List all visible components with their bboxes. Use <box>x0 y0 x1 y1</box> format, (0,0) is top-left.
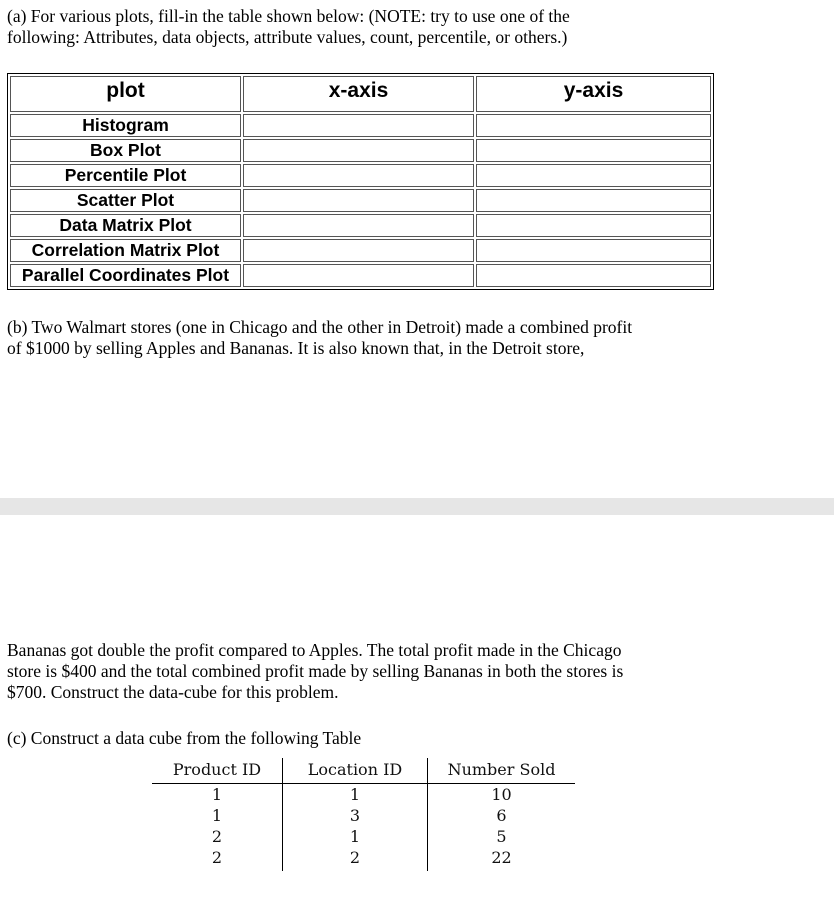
plot-name-cell: Scatter Plot <box>10 189 241 212</box>
table-row <box>152 805 575 826</box>
y-axis-cell[interactable] <box>476 189 711 212</box>
y-axis-cell[interactable] <box>476 264 711 287</box>
table-row <box>10 114 711 137</box>
table-row <box>10 189 711 212</box>
x-axis-cell[interactable] <box>243 264 474 287</box>
part-a-question: (a) For various plots, fill-in the table shown below: (NOTE: try to use one of the following: Attributes, data objects, attribute values, count, percentile, or others.) <box>7 6 570 47</box>
header-x-axis: x-axis <box>243 76 474 112</box>
x-axis-cell[interactable] <box>243 189 474 212</box>
sales-data-table <box>152 758 575 871</box>
header-number-sold: Number Sold <box>428 758 576 784</box>
x-axis-cell[interactable] <box>243 164 474 187</box>
header-plot: plot <box>10 76 241 112</box>
number-sold-cell: 5 <box>428 826 576 847</box>
y-axis-cell[interactable] <box>476 214 711 237</box>
product-id-cell: 1 <box>211 785 223 804</box>
product-id-cell: 1 <box>211 806 223 825</box>
location-id-cell: 1 <box>283 784 428 806</box>
x-axis-cell[interactable] <box>243 214 474 237</box>
y-axis-cell[interactable] <box>476 139 711 162</box>
table-row <box>152 847 575 871</box>
part-c-question: (c) Construct a data cube from the following Table <box>7 728 362 748</box>
table-row <box>10 164 711 187</box>
plot-name-cell: Parallel Coordinates Plot <box>10 264 241 287</box>
plot-name-cell: Histogram <box>10 114 241 137</box>
y-axis-cell[interactable] <box>476 114 711 137</box>
plot-name-cell: Data Matrix Plot <box>10 214 241 237</box>
x-axis-cell[interactable] <box>243 239 474 262</box>
product-id-cell: 2 <box>211 827 223 846</box>
part-b-question-intro: (b) Two Walmart stores (one in Chicago and the other in Detroit) made a combined profit of $1000 by selling Apples and Bananas. It is also known that, in the Detroit store, <box>7 317 633 358</box>
x-axis-cell[interactable] <box>243 114 474 137</box>
plot-name-cell: Correlation Matrix Plot <box>10 239 241 262</box>
number-sold-cell: 10 <box>428 784 576 806</box>
location-id-cell: 1 <box>283 826 428 847</box>
number-sold-cell: 6 <box>428 805 576 826</box>
y-axis-cell[interactable] <box>476 239 711 262</box>
plot-name-cell: Percentile Plot <box>10 164 241 187</box>
plot-table-header-row <box>10 76 711 112</box>
table-row <box>10 264 711 287</box>
header-product-id: Product ID <box>152 758 283 784</box>
y-axis-cell[interactable] <box>476 164 711 187</box>
product-id-cell: 2 <box>211 848 223 867</box>
table-row <box>10 214 711 237</box>
table-row <box>10 239 711 262</box>
sales-table-header-row <box>152 758 575 784</box>
x-axis-cell[interactable] <box>243 139 474 162</box>
location-id-cell: 2 <box>283 847 428 871</box>
plot-name-cell: Box Plot <box>10 139 241 162</box>
table-row <box>152 784 575 806</box>
table-row <box>152 826 575 847</box>
number-sold-cell: 22 <box>428 847 576 871</box>
location-id-cell: 3 <box>283 805 428 826</box>
header-y-axis: y-axis <box>476 76 711 112</box>
plot-table <box>7 73 714 290</box>
page-divider-band <box>0 498 834 515</box>
header-location-id: Location ID <box>283 758 428 784</box>
table-row <box>10 139 711 162</box>
part-b-question-continuation: Bananas got double the profit compared to Apples. The total profit made in the Chicago store is $400 and the total combined profit made by selling Bananas in both the stores is $700. Construct the data-cube for this problem. <box>7 640 624 702</box>
